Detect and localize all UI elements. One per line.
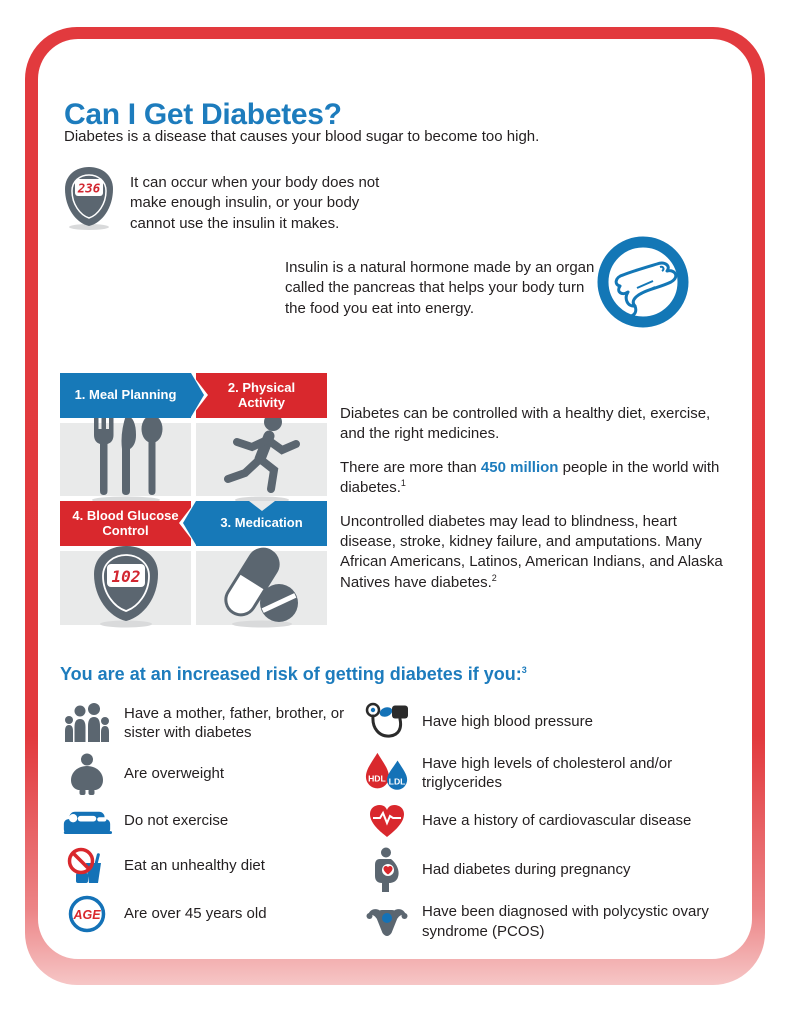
glucose-meter-icon (90, 544, 162, 633)
risk-item-text: Have been diagnosed with polycystic ovary syndrome (PCOS) (422, 903, 709, 940)
svg-text:AGE: AGE (73, 908, 101, 922)
running-person-icon (222, 410, 302, 509)
risk-item-text: Are overweight (124, 765, 225, 783)
cycle-step-1-banner (60, 373, 191, 418)
cycle-step-2-label: 2. Physical Activity (227, 379, 296, 410)
page-title: Can I Get Diabetes? (64, 98, 342, 132)
footnote-1: 1 (400, 478, 406, 489)
list-item (62, 804, 364, 838)
control-paragraph: Diabetes can be controlled with a healthy diet, exercise, and the right medicines. (340, 405, 711, 443)
risk-item-text: Have a mother, father, brother, or sister with diabetes (124, 704, 345, 741)
family-icon (62, 702, 112, 744)
age-icon (62, 894, 112, 934)
utensils-icon (82, 410, 170, 509)
list-item (364, 751, 734, 795)
pills-icon (220, 544, 304, 633)
pregnancy-icon (364, 847, 410, 893)
footnote-3: 3 (521, 665, 527, 675)
stat-paragraph (340, 458, 732, 499)
glucose-meter-icon (62, 166, 116, 235)
risk-item-text: Are over 45 years old (124, 905, 267, 923)
list-item (364, 804, 734, 838)
page-subtitle: Diabetes is a disease that causes your blood sugar to become too high. (64, 128, 540, 145)
overweight-person-icon (62, 753, 112, 795)
pcos-icon (364, 903, 410, 941)
person-on-couch-icon (62, 804, 112, 838)
risk-heading-text: You are at an increased risk of getting diabetes if you: (60, 664, 522, 684)
pancreas-icon (597, 236, 689, 333)
list-item (364, 847, 734, 893)
cycle-step-3-label: 3. Medication (220, 515, 303, 531)
insulin-cause-text: It can occur when your body does not make enough insulin, or your body cannot use the insulin it makes. (130, 174, 380, 232)
uncontrolled-paragraph (340, 512, 732, 594)
cycle-step-3-banner (196, 501, 327, 546)
hdl-ldl-drops-icon (364, 751, 410, 795)
diabetes-management-cycle (60, 373, 327, 625)
no-junk-food-icon (62, 847, 112, 885)
cycle-step-1-label: 1. Meal Planning (74, 387, 177, 403)
risk-item-text: Had diabetes during pregnancy (422, 861, 631, 879)
svg-text:236: 236 (77, 180, 101, 196)
risk-item-text: Have high blood pressure (422, 713, 593, 731)
stat-suffix: people in the world with diabetes. (340, 458, 720, 497)
list-item (62, 702, 364, 744)
risk-item-text: Eat an unhealthy diet (124, 857, 265, 875)
stat-prefix: There are more than (340, 458, 481, 476)
cycle-step-4-label: 4. Blood Glucose Control (72, 507, 179, 538)
stat-value: 450 million (480, 458, 559, 476)
risk-item-text: Do not exercise (124, 812, 229, 830)
risk-heading (60, 664, 527, 685)
footnote-2: 2 (491, 572, 497, 583)
insulin-cause-row (62, 166, 422, 235)
svg-text:LDL: LDL (388, 776, 406, 787)
risk-item-text: Have high levels of cholesterol and/or triglycerides (422, 754, 673, 791)
cycle-step-2-banner (196, 373, 327, 418)
facts-column (340, 404, 732, 606)
cycle-down-arrow (249, 501, 275, 511)
uncontrolled-text: Uncontrolled diabetes may lead to blindness, heart disease, stroke, kidney failure, and amputations. Many African Americans, Latinos, American Indians, and Alaska Natives have diabetes. (340, 512, 723, 591)
risk-item-text: Have a history of cardiovascular disease (422, 812, 692, 830)
medication-cell (196, 551, 327, 625)
svg-text:HDL: HDL (368, 773, 386, 784)
risk-list-right (364, 702, 734, 950)
pancreas-text: Insulin is a natural hormone made by an organ called the pancreas that helps your body turn the food you eat into energy. (285, 259, 595, 317)
heart-ekg-icon (364, 804, 410, 838)
list-item (62, 894, 364, 934)
meal-planning-cell (60, 423, 191, 496)
physical-activity-cell (196, 423, 327, 496)
blood-pressure-cuff-icon (364, 702, 410, 742)
list-item (62, 847, 364, 885)
cycle-step-4-banner (60, 501, 191, 546)
list-item (364, 702, 734, 742)
blood-glucose-cell (60, 551, 191, 625)
risk-list-left (62, 702, 364, 943)
list-item (364, 902, 734, 941)
svg-text:102: 102 (111, 566, 140, 586)
list-item (62, 753, 364, 795)
